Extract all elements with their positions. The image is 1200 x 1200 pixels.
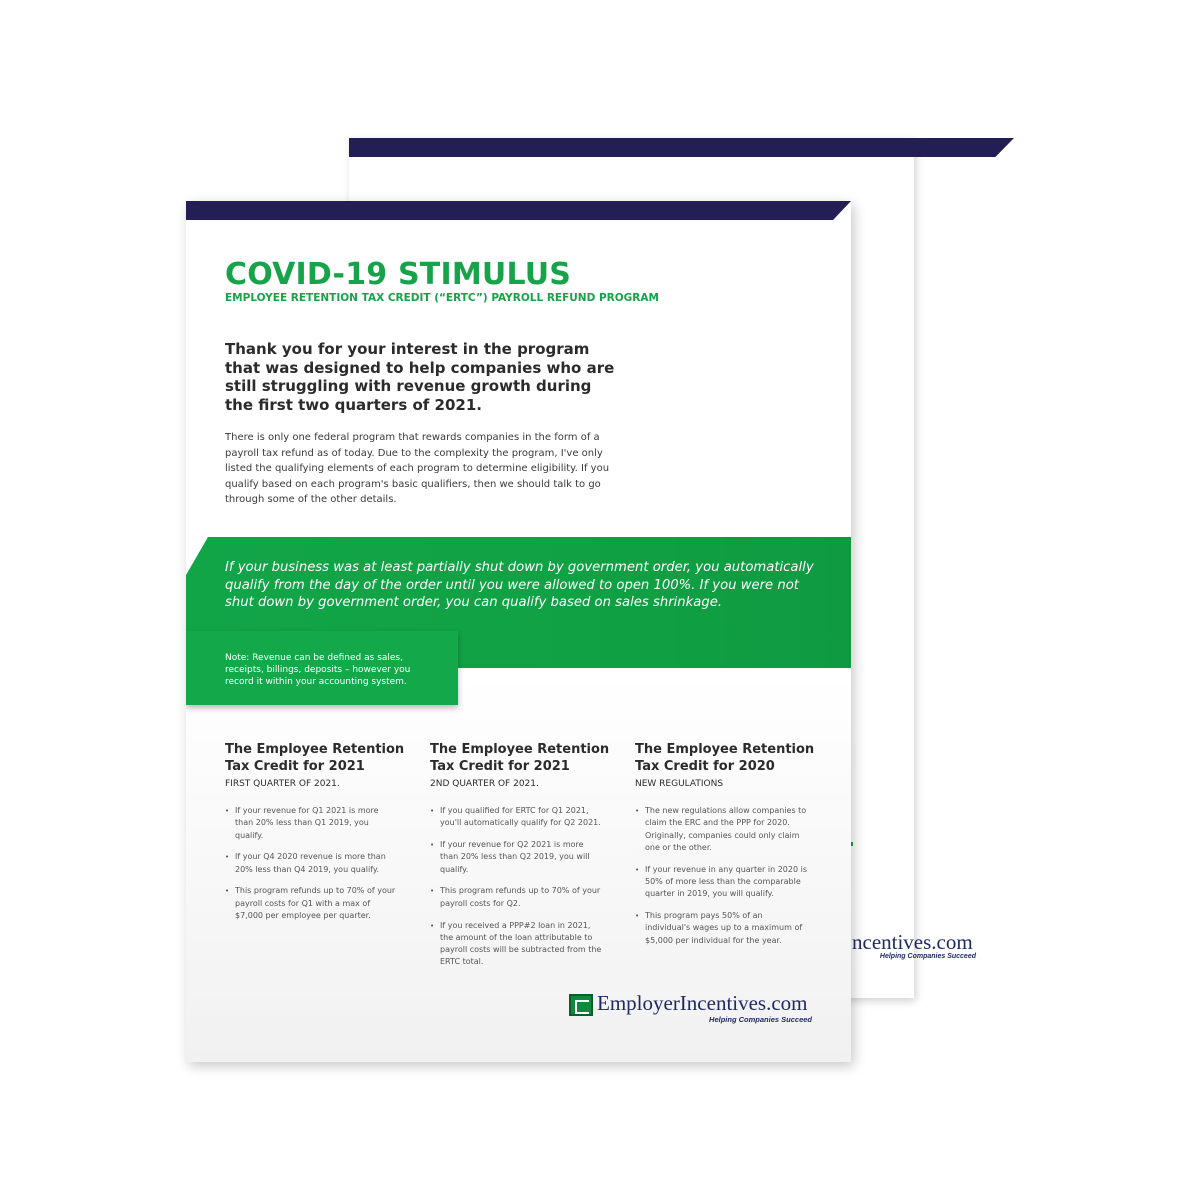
intro-paragraph: Thank you for your interest in the program that was designed to help companies who are still struggling with revenue growth during the first two quarters of 2021. (225, 340, 615, 414)
column-title: The Employee Retention Tax Credit for 2020 (635, 742, 815, 774)
back-logo-tagline: Helping Companies Succeed (879, 953, 976, 960)
list-item: • The new regulations allow companies to claim the ERC and the PPP for 2020. Originally, companies could only claim one or the other. (635, 805, 807, 854)
column-subtitle: 2ND QUARTER OF 2021. (430, 779, 539, 789)
column-subtitle: FIRST QUARTER OF 2021. (225, 779, 340, 789)
bullet-list (225, 805, 405, 922)
page-subtitle: EMPLOYEE RETENTION TAX CREDIT (“ERTC”) PAYROLL REFUND PROGRAM (225, 292, 659, 304)
list-item: • This program refunds up to 70% of your payroll costs for Q2. (430, 885, 602, 910)
column-title: The Employee Retention Tax Credit for 2021 (225, 742, 405, 774)
bullet-list (635, 805, 815, 947)
page-title: COVID-19 STIMULUS (225, 257, 572, 292)
front-page-header-band (186, 201, 851, 220)
list-item: • This program pays 50% of an individual's wages up to a maximum of $5,000 per individual for the year. (635, 910, 807, 947)
note-text: Note: Revenue can be defined as sales, receipts, billings, deposits – however you record it within your accounting system. (225, 653, 411, 687)
list-item: • If your revenue for Q1 2021 is more than 20% less than Q1 2019, you qualify. (225, 805, 397, 842)
back-page-header-band (349, 138, 1014, 157)
body-paragraph: There is only one federal program that rewards companies in the form of a payroll tax refund as of today. Due to the complexity the program, I've only listed the qualifying elements of each program to determine eligibility. If you qualify based on each program's basic qualifiers, then we should talk to go through some of the other details. (225, 432, 610, 505)
logo-mark-icon (569, 994, 593, 1016)
column-2021-q1 (225, 742, 405, 932)
logo-tagline: Helping Companies Succeed (709, 1015, 812, 1024)
column-2021-q2 (430, 742, 610, 978)
list-item: • If your Q4 2020 revenue is more than 20% less than Q4 2019, you qualify. (225, 851, 397, 876)
list-item: • If you qualified for ERTC for Q1 2021, you'll automatically qualify for Q2 2021. (430, 805, 602, 830)
list-item: • If your revenue for Q2 2021 is more than 20% less than Q2 2019, you will qualify. (430, 839, 602, 876)
logo-word: EmployerIncentives.com (597, 991, 808, 1015)
company-logo (569, 991, 819, 1028)
banner-text: If your business was at least partially shut down by government order, you automatically qualify from the day of the order until you were allowed to open 100%. If you were not shut down by government order, you can qualify based on sales shrinkage. (225, 560, 814, 610)
list-item: • If you received a PPP#2 loan in 2021, the amount of the loan attributable to payroll costs will be subtracted from the ERTC total. (430, 920, 602, 969)
column-subtitle: NEW REGULATIONS (635, 779, 724, 789)
back-page-logo (852, 930, 982, 960)
column-title: The Employee Retention Tax Credit for 2021 (430, 742, 610, 774)
bullet-list (430, 805, 610, 969)
column-2020 (635, 742, 815, 956)
front-page (186, 201, 851, 1062)
back-logo-word: ncentives.com (852, 930, 973, 954)
list-item: • If your revenue in any quarter in 2020 is 50% of more less than the comparable quarter in 2019, you will qualify. (635, 864, 807, 901)
list-item: • This program refunds up to 70% of your payroll costs for Q1 with a max of $7,000 per employee per quarter. (225, 885, 397, 922)
